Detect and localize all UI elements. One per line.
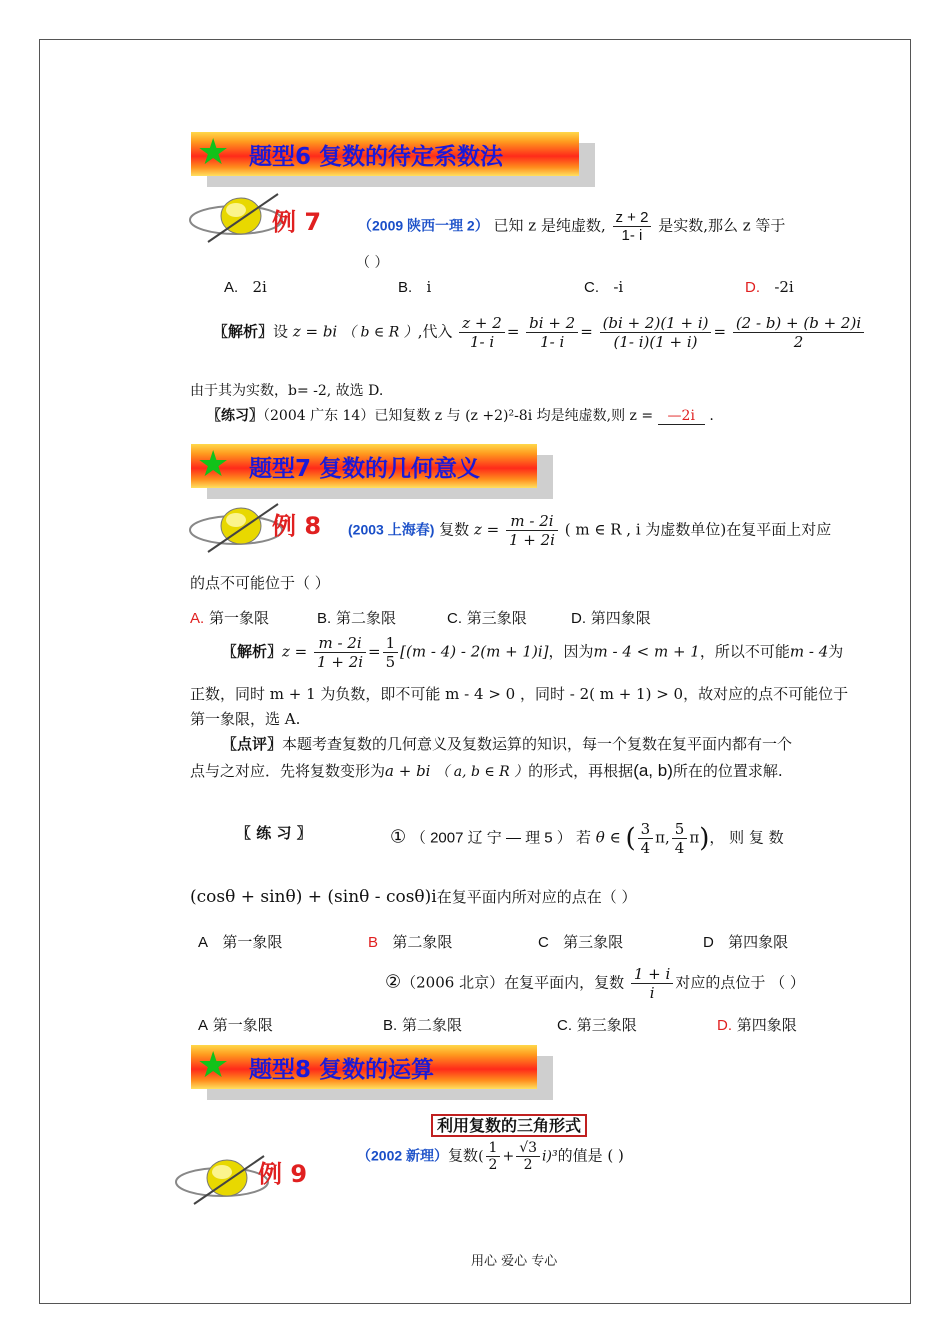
denominator: 4 [674,839,685,857]
option-a [198,1014,273,1035]
denominator: 2 [523,1157,533,1173]
text: 为 [828,642,844,661]
globe-icon [186,188,286,248]
text: （2004 广东 14）已知复数 z 与 (z +2)²-8i 均是纯虚数,则 z = [263,408,654,424]
letter: D [703,934,714,951]
text: 第四象限 [590,609,651,627]
text: 2i [252,278,267,296]
text: = [368,642,381,661]
denominator: 2 [488,1157,498,1173]
option-d [717,1014,797,1035]
denominator: 1 + 2i [317,653,364,671]
option-b [383,1014,462,1035]
text: 第三象限 [576,1016,637,1034]
letter: B. [317,610,332,627]
numerator: m - 2i [314,634,366,653]
practice-2-expr [190,886,637,907]
expr: a + bi [385,762,431,780]
comment-label: 〖点评〗 [222,735,283,753]
ex8-stem [348,512,831,549]
text: 设 [273,322,289,341]
text: 第四象限 [728,933,789,951]
expr: (a, b) [633,761,673,780]
text: -2i [774,278,794,296]
text: 第一象限 [212,1016,273,1034]
expr: m - 4 [789,642,829,661]
trig-form-title [431,1113,587,1136]
star-icon: ★ [197,132,230,173]
analysis-label: 〖解析〗 [213,322,274,341]
option-a [190,607,269,628]
denominator: 1 + 2i [508,531,555,549]
analysis-line-3: 第一象限，选 A. [190,710,301,728]
source: （2002 新理） [357,1147,449,1164]
denominator: 5 [385,653,396,671]
text: 在复平面内所对应的点在（ ） [436,888,637,906]
numerator: √3 [516,1140,540,1157]
text: 第一象限 [208,609,269,627]
text: 的形式，再根据 [528,762,634,780]
option-c [538,931,623,952]
text: 点与之对应．先将复数变形为 [190,762,386,780]
fraction [631,965,673,1002]
box-title: 利用复数的三角形式 [431,1114,587,1137]
fraction [672,820,688,857]
text: 本题考查复数的几何意义及复数运算的知识，每一个复数在复平面内都有一个 [282,735,793,753]
section-banner-6 [191,132,579,176]
star-icon: ★ [197,444,230,485]
numerator: z + 2 [613,209,652,227]
letter: A [198,934,209,951]
text: 第一象限 [222,933,283,951]
expr: i)³ [542,1148,558,1165]
fraction [600,314,712,351]
text: π, [655,828,670,847]
analysis-label: 〖解析〗 [222,642,283,661]
practice-1 [207,405,714,425]
text: 第二象限 [392,933,453,951]
section-banner-7 [191,444,537,488]
numerator: 3 [638,820,654,839]
text: 第三象限 [563,933,624,951]
text: π [689,828,700,847]
number: ① [390,826,407,848]
expr: (cosθ + sinθ) + (sinθ - cosθ)i [190,887,437,907]
text: 的值是 ( ) [557,1146,624,1165]
option-b [368,931,452,952]
comment [222,733,792,754]
denominator: (1- i)(1 + i) [613,333,698,351]
practice-label [236,822,312,843]
globe-icon [186,498,286,558]
ex7-stem [358,209,785,244]
option-c [447,607,527,628]
practice-3-stem [385,965,805,1002]
text: 已知 z 是纯虚数, [493,216,606,235]
fraction [516,1140,540,1173]
denominator: 4 [640,839,651,857]
text: ，因为 [548,642,594,661]
section-title: 题型7 复数的几何意义 [249,456,481,482]
denominator: i [649,984,655,1002]
text: 第二象限 [401,1016,462,1034]
letter: A. [224,279,239,296]
example-label: 例 9 [258,1160,308,1188]
numerator: 1 [486,1140,501,1157]
letter: D. [717,1017,732,1034]
globe-icon [172,1150,272,1210]
text: ,代入 [417,322,453,341]
fraction [613,209,652,244]
text: 则 复 数 [729,828,784,847]
star-icon: ★ [197,1045,230,1086]
fraction [506,512,558,549]
section-title: 题型8 复数的运算 [249,1057,435,1083]
numerator: (2 - b) + (b + 2)i [733,314,864,333]
expr: z = [473,520,500,539]
text: 所在的位置求解. [672,762,783,780]
denominator: 2 [793,333,804,351]
ex7-analysis: 〖解析〗设 z = bi （ b ∈ R ）,代入 $\frac{z + 2}{1- i}$ = $\frac{bi + 2}{1- i}$ = $\frac{(bi + 2)(1 + i)}{(1- i)(1 + i)}$ = $\frac{(2 - b) + (b + 2)i}{2}$ [213,314,866,351]
footer: 用心 爱心 专心 [471,1254,558,1269]
option-a [198,931,282,952]
expr: [(m - 4) - 2(m + 1)i] [400,642,549,661]
text: （2006 北京）在复平面内，复数 [401,973,625,992]
text: 是实数,那么 z 等于 [658,216,786,235]
numerator: m - 2i [506,512,558,531]
denominator: 1- i [621,227,643,244]
text: ( m ∈ R , i 为虚数单位)在复平面上对应 [564,520,832,539]
numerator: 5 [672,820,688,839]
letter: C. [584,279,599,296]
fraction [459,314,505,351]
option-a [224,278,267,296]
letter: C [538,934,549,951]
text: ，所以不可能 [699,642,790,661]
source: （2009 陕西一理 2） [358,217,489,234]
numerator: 1 + i [631,965,673,984]
text: 的点不可能位于（ ） [190,574,330,592]
fraction [733,314,864,351]
letter: A [198,1017,209,1034]
text: + [502,1148,515,1165]
letter: B. [398,279,413,296]
fraction [638,820,654,857]
source: (2003 上海春) [348,521,435,538]
text: -i [613,278,624,296]
text: 复数 [439,520,470,539]
ex8-analysis [222,634,843,671]
label: 〖 练 习 〗 [236,824,312,842]
text: 第三象限 [466,609,527,627]
practice-label: 〖练习〗 [207,408,263,424]
denominator: 1- i [540,333,565,351]
letter: B [368,934,379,951]
option-d [745,278,794,296]
conclusion: 由于其为实数，b= -2, 故选 D. [190,383,384,399]
text: . [709,408,714,424]
condition: （ b ∈ R ） [342,324,418,341]
text: 对应的点位于 （ ） [675,973,805,992]
source: （ 2007 辽 宁 — 理 5 ） 若 [410,829,591,847]
expr: θ ∈ [595,828,621,847]
expr: m - 4 < m + 1 [593,642,700,661]
option-b [398,278,431,296]
comment-line-2 [190,760,783,781]
letter: B. [383,1017,398,1034]
example-label: 例 8 [272,512,322,540]
fraction [314,634,366,671]
section-banner-8 [191,1045,537,1089]
section-title: 题型6 复数的待定系数法 [249,144,504,170]
option-c [557,1014,637,1035]
option-d [571,607,651,628]
numerator: (bi + 2)(1 + i) [600,314,712,333]
option-c [584,278,623,296]
numerator: 1 [383,634,399,653]
number: ② [385,971,402,993]
letter: C. [447,610,462,627]
answer: —2i [658,408,705,425]
ex9-stem: （2002 新理）复数( $\frac{1}{2}$ + $\frac{√3}{2}$ i)³的值是 ( ) [357,1140,624,1173]
expr: z = [282,642,308,661]
numerator: bi + 2 [526,314,578,333]
analysis-line-2: 正数，同时 m + 1 为负数，即不可能 m - 4 > 0 ，同时 - 2( m + 1) > 0，故对应的点不可能位于 [190,685,849,703]
example-label: 例 7 [272,208,322,236]
fraction [383,634,399,671]
text: 第二象限 [335,609,396,627]
expr: z = bi [292,322,338,341]
numerator: z + 2 [459,314,505,333]
condition: （ a, b ∈ R ） [435,764,529,780]
text: 第四象限 [736,1016,797,1034]
letter: C. [557,1017,572,1034]
letter: D. [571,610,586,627]
option-b [317,607,396,628]
option-d [703,931,788,952]
answer-paren: （ ） [356,255,389,271]
fraction [486,1140,501,1173]
text: 复数 [448,1146,479,1165]
denominator: 1- i [469,333,495,351]
text: i [426,278,432,296]
letter: A. [190,610,205,627]
practice-2-stem: ① （ 2007 辽 宁 — 理 5 ） 若 θ ∈ ( $\frac{3}{4}$ π, $\frac{5}{4}$ π)， 则 复 数 [390,820,784,857]
letter: D. [745,279,760,296]
fraction [526,314,578,351]
